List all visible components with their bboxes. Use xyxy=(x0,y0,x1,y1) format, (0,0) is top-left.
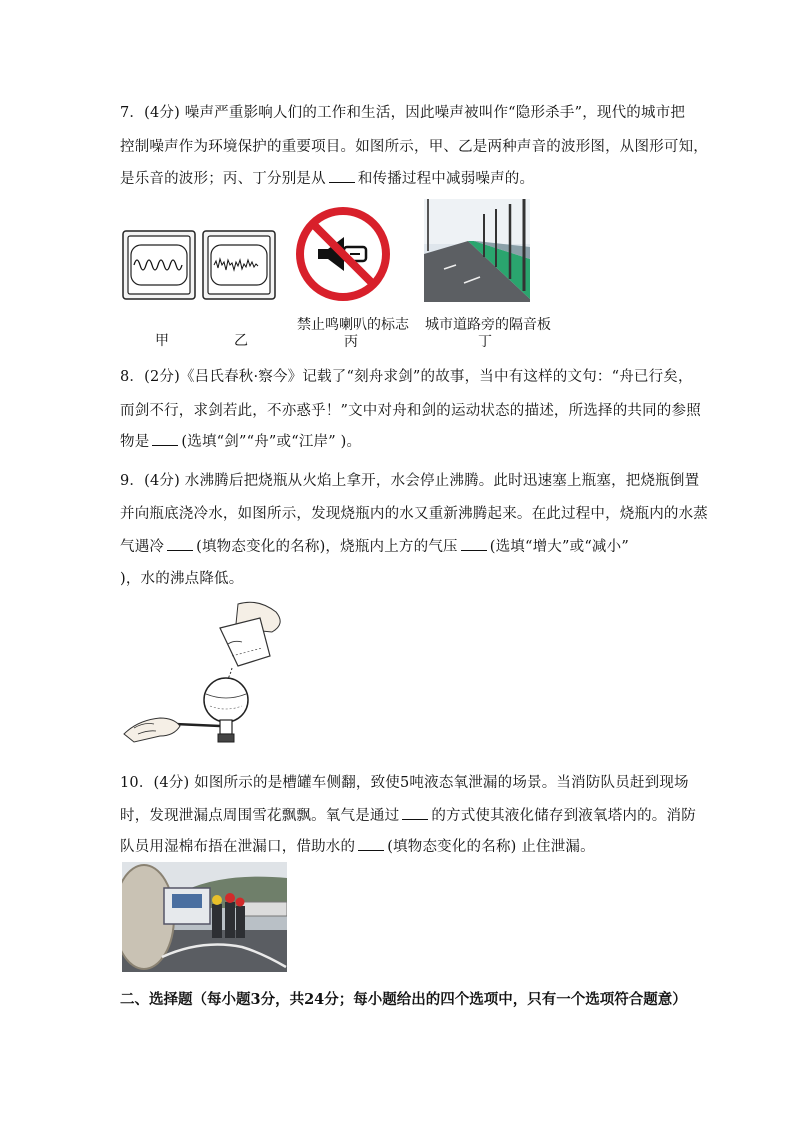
answer-blank xyxy=(329,170,355,183)
answer-blank xyxy=(358,838,384,851)
q9-line-3-end: (选填“增大”或“减小” xyxy=(489,539,629,555)
section-heading: 二、选择题（每小题3分，共24分；每小题给出的四个选项中，只有一个选项符合题意） xyxy=(120,991,687,1008)
q10-line-2-end: 的方式使其液化储存到液氧塔内的。消防 xyxy=(431,808,696,824)
q10-line-2 xyxy=(120,804,696,825)
q7-line-3 xyxy=(120,167,534,188)
flask-cold-water-icon xyxy=(120,598,290,756)
q8-line-1: 8．(2分)《吕氏春秋·察今》记载了“刻舟求剑”的故事，当中有这样的文句：“舟已行矣， xyxy=(120,369,693,385)
answer-blank xyxy=(152,433,178,446)
noise-wave-icon xyxy=(202,230,276,300)
q10-line-2-start: 时，发现泄漏点周围雪花飘飘。氧气是通过 xyxy=(120,808,400,824)
q7-line-2: 控制噪声作为环境保护的重要项目。如图所示，甲、乙是两种声音的波形图，从图形可知， xyxy=(120,139,708,155)
q9-line-1: 9．(4分) 水沸腾后把烧瓶从火焰上拿开，水会停止沸腾。此时迅速塞上瓶塞，把烧瓶倒置 xyxy=(120,473,700,489)
caption-ding-title: 城市道路旁的隔音板 xyxy=(425,317,551,333)
q8-line-3-start: 物是 xyxy=(120,434,150,450)
q9-line-3 xyxy=(120,535,629,556)
caption-bing-title: 禁止鸣喇叭的标志 xyxy=(297,317,409,333)
q8-line-2: 而剑不行，求剑若此，不亦惑乎！”文中对舟和剑的运动状态的描述，所选择的共同的参照 xyxy=(120,403,701,419)
label-ding: 丁 xyxy=(478,334,492,350)
sound-barrier-photo xyxy=(424,199,530,302)
q10-line-3-end: (填物态变化的名称) 止住泄漏。 xyxy=(387,839,595,855)
q7-line-1: 7．(4分) 噪声严重影响人们的工作和生活，因此噪声被叫作“隐形杀手”，现代的城市把 xyxy=(120,105,686,121)
answer-blank xyxy=(461,538,487,551)
q7-line-3-start: 是乐音的波形；丙、丁分别是从 xyxy=(120,171,326,187)
q10-line-3-start: 队员用湿棉布捂在泄漏口，借助水的 xyxy=(120,839,356,855)
answer-blank xyxy=(167,538,193,551)
q9-line-4: )，水的沸点降低。 xyxy=(120,571,244,587)
q10-line-3 xyxy=(120,835,595,856)
q8-line-3-end: (选填“剑”“舟”或“江岸” )。 xyxy=(181,434,362,450)
no-horn-sign-icon xyxy=(296,207,390,301)
label-jia: 甲 xyxy=(155,333,169,349)
q9-line-3-mid: (填物态变化的名称)，烧瓶内上方的气压 xyxy=(196,539,458,555)
answer-blank xyxy=(402,807,428,820)
q10-line-1: 10．(4分) 如图所示的是槽罐车侧翻，致使5吨液态氧泄漏的场景。当消防队员赶到现场 xyxy=(120,775,689,791)
tanker-leak-photo xyxy=(122,862,287,972)
q9-line-2: 并向瓶底浇冷水，如图所示，发现烧瓶内的水又重新沸腾起来。在此过程中，烧瓶内的水蒸 xyxy=(120,506,708,522)
musical-sine-wave-icon xyxy=(122,230,196,300)
q7-line-3-end: 和传播过程中减弱噪声的。 xyxy=(357,171,535,187)
label-yi: 乙 xyxy=(234,333,248,349)
label-bing: 丙 xyxy=(344,334,358,350)
q9-line-3-start: 气遇冷 xyxy=(120,539,165,555)
q8-line-3 xyxy=(120,430,361,451)
